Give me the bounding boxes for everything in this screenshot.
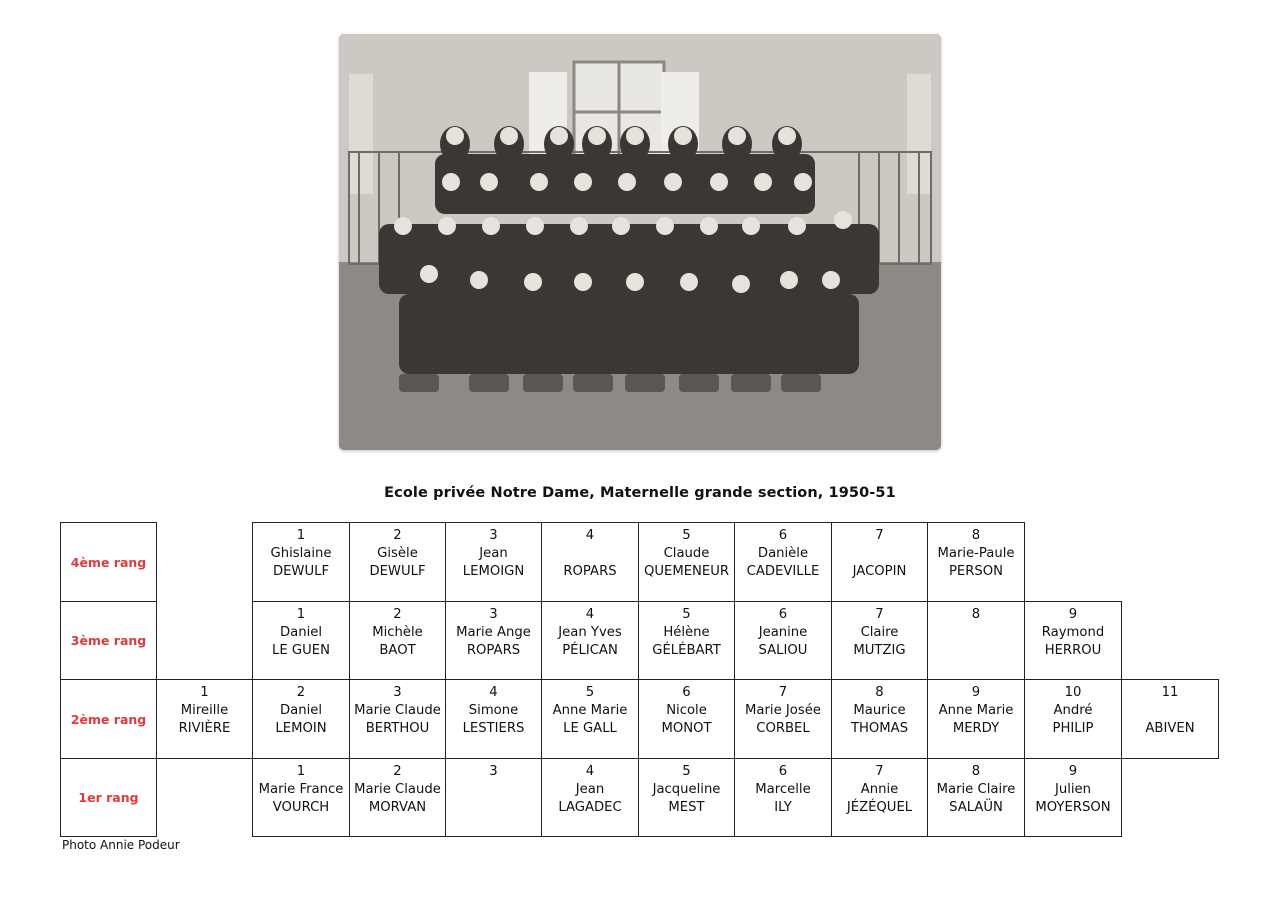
cell-last-name: MORVAN xyxy=(368,800,427,815)
name-cell xyxy=(252,758,350,837)
name-cell xyxy=(927,522,1025,602)
cell-first-name: Daniel xyxy=(279,625,323,640)
cell-last-name: MONOT xyxy=(661,721,712,736)
cell-first-name: Hélène xyxy=(663,625,710,640)
cell-last-name: PHILIP xyxy=(1052,721,1094,736)
cell-number: 2 xyxy=(296,685,306,700)
cell-number: 4 xyxy=(585,764,595,779)
name-cell xyxy=(734,758,832,837)
cell-number: 3 xyxy=(489,764,498,779)
cell-number: 10 xyxy=(1064,685,1082,700)
cell-first-name: Simone xyxy=(468,703,519,718)
row-label: 1er rang xyxy=(60,758,157,837)
cell-last-name: BERTHOU xyxy=(365,721,430,736)
row-label: 3ème rang xyxy=(60,601,157,680)
cell-first-name: Daniel xyxy=(279,703,323,718)
name-cell xyxy=(445,758,542,837)
cell-first-name: Jean xyxy=(479,546,508,561)
cell-first-name: Michèle xyxy=(372,625,423,640)
cell-last-name: LESTIERS xyxy=(462,721,525,736)
cell-first-name: Jeanine xyxy=(758,625,808,640)
name-cell xyxy=(638,601,735,680)
cell-last-name: LAGADEC xyxy=(558,800,622,815)
name-cell xyxy=(541,758,639,837)
cell-first-name: Marie Ange xyxy=(456,625,531,640)
name-cell xyxy=(1024,758,1122,837)
cell-number: 8 xyxy=(971,607,981,622)
name-cell xyxy=(1024,679,1122,759)
cell-last-name: PERSON xyxy=(948,564,1004,579)
cell-first-name: Ghislaine xyxy=(270,546,332,561)
cell-last-name: MERDY xyxy=(952,721,1000,736)
cell-last-name: PÉLICAN xyxy=(562,643,618,658)
cell-first-name: Anne Marie xyxy=(938,703,1014,718)
cell-number: 9 xyxy=(971,685,981,700)
cell-first-name: Marie France xyxy=(258,782,344,797)
name-cell xyxy=(349,522,446,602)
page-title: Ecole privée Notre Dame, Maternelle grande section, 1950-51 xyxy=(384,485,896,501)
name-cell xyxy=(445,522,542,602)
cell-number: 2 xyxy=(393,764,402,779)
cell-first-name: Marie Claire xyxy=(936,782,1016,797)
cell-number: 5 xyxy=(682,607,691,622)
cell-first-name: Jean xyxy=(575,782,605,797)
cell-last-name: VOURCH xyxy=(272,800,330,815)
cell-last-name: BAOT xyxy=(379,643,416,658)
cell-number: 5 xyxy=(585,685,595,700)
cell-number: 2 xyxy=(393,607,402,622)
cell-number: 4 xyxy=(585,607,595,622)
cell-last-name: SALAÜN xyxy=(949,800,1003,815)
cell-last-name: DEWULF xyxy=(369,564,426,579)
cell-last-name: THOMAS xyxy=(850,721,909,736)
cell-first-name: Marie Claude xyxy=(354,782,441,797)
cell-number: 7 xyxy=(875,607,884,622)
cell-first-name: Raymond xyxy=(1041,625,1105,640)
name-cell xyxy=(349,679,446,759)
cell-last-name: RIVIÈRE xyxy=(178,721,231,736)
cell-number: 8 xyxy=(971,528,981,543)
cell-number: 6 xyxy=(682,685,691,700)
cell-first-name: Claude xyxy=(663,546,710,561)
cell-number: 8 xyxy=(875,685,884,700)
cell-last-name: MUTZIG xyxy=(853,643,906,658)
cell-last-name: LE GALL xyxy=(563,721,617,736)
cell-last-name: SALIOU xyxy=(758,643,808,658)
cell-last-name: JACOPIN xyxy=(852,564,907,579)
cell-last-name: MEST xyxy=(668,800,705,815)
name-cell xyxy=(156,679,253,759)
name-cell xyxy=(927,679,1025,759)
cell-first-name: Marie Claude xyxy=(354,703,441,718)
name-cell xyxy=(734,522,832,602)
cell-number: 2 xyxy=(393,528,402,543)
cell-first-name: Julien xyxy=(1054,782,1092,797)
cell-last-name: CORBEL xyxy=(756,721,810,736)
name-cell xyxy=(349,601,446,680)
cell-number: 5 xyxy=(682,764,691,779)
cell-last-name: ILY xyxy=(774,800,792,815)
cell-first-name: Marcelle xyxy=(755,782,811,797)
cell-first-name: Annie xyxy=(860,782,899,797)
cell-number: 8 xyxy=(971,764,981,779)
name-cell xyxy=(734,601,832,680)
cell-number: 4 xyxy=(489,685,498,700)
name-cell xyxy=(252,522,350,602)
cell-last-name: JÉZÉQUEL xyxy=(846,800,913,815)
cell-last-name: HERROU xyxy=(1044,643,1102,658)
name-cell xyxy=(541,601,639,680)
cell-number: 5 xyxy=(682,528,691,543)
cell-last-name: GÉLÉBART xyxy=(652,643,721,658)
cell-number: 7 xyxy=(875,764,884,779)
cell-number: 7 xyxy=(778,685,788,700)
name-cell xyxy=(927,758,1025,837)
name-cell xyxy=(1024,601,1122,680)
name-cell xyxy=(638,522,735,602)
row-label: 2ème rang xyxy=(60,679,157,759)
cell-first-name: André xyxy=(1053,703,1093,718)
cell-last-name: LE GUEN xyxy=(272,643,330,658)
cell-number: 1 xyxy=(200,685,209,700)
cell-first-name: Marie Josée xyxy=(745,703,821,718)
cell-first-name: Danièle xyxy=(757,546,809,561)
photo-credit: Photo Annie Podeur xyxy=(62,838,180,852)
row-label: 4ème rang xyxy=(60,522,157,602)
cell-number: 3 xyxy=(489,607,498,622)
cell-first-name: Gisèle xyxy=(377,546,418,561)
name-cell xyxy=(252,601,350,680)
name-cell xyxy=(445,679,542,759)
cell-number: 1 xyxy=(296,764,306,779)
cell-number: 6 xyxy=(778,528,788,543)
name-cell xyxy=(831,679,928,759)
cell-first-name: Maurice xyxy=(853,703,906,718)
name-cell xyxy=(831,601,928,680)
name-cell xyxy=(638,758,735,837)
cell-first-name: Jean Yves xyxy=(558,625,622,640)
cell-number: 3 xyxy=(489,528,498,543)
name-cell xyxy=(541,522,639,602)
cell-last-name: DEWULF xyxy=(272,564,330,579)
name-cell xyxy=(638,679,735,759)
cell-number: 6 xyxy=(778,607,788,622)
cell-number: 9 xyxy=(1068,607,1078,622)
cell-last-name: ROPARS xyxy=(466,643,521,658)
name-cell xyxy=(831,522,928,602)
cell-last-name: LEMOIN xyxy=(275,721,327,736)
cell-last-name: CADEVILLE xyxy=(746,564,820,579)
cell-number: 4 xyxy=(585,528,595,543)
cell-last-name: QUEMENEUR xyxy=(643,564,730,579)
cell-first-name: Anne Marie xyxy=(552,703,628,718)
cell-number: 11 xyxy=(1161,685,1179,700)
name-cell xyxy=(349,758,446,837)
cell-last-name: LEMOIGN xyxy=(462,564,525,579)
name-cell xyxy=(252,679,350,759)
cell-number: 9 xyxy=(1068,764,1078,779)
cell-number: 3 xyxy=(393,685,402,700)
cell-last-name: ROPARS xyxy=(563,564,617,579)
name-cell xyxy=(734,679,832,759)
name-cell xyxy=(831,758,928,837)
cell-number: 6 xyxy=(778,764,788,779)
name-cell xyxy=(927,601,1025,680)
cell-number: 1 xyxy=(296,528,306,543)
name-cell xyxy=(541,679,639,759)
class-photo-illustration xyxy=(339,34,941,450)
class-photo xyxy=(339,34,941,450)
cell-last-name: MOYERSON xyxy=(1035,800,1111,815)
name-cell xyxy=(445,601,542,680)
cell-last-name: ABIVEN xyxy=(1145,721,1195,736)
cell-first-name: Mireille xyxy=(180,703,229,718)
cell-first-name: Nicole xyxy=(666,703,707,718)
cell-first-name: Jacqueline xyxy=(652,782,721,797)
name-cell xyxy=(1121,679,1219,759)
cell-number: 1 xyxy=(296,607,306,622)
cell-number: 7 xyxy=(875,528,884,543)
cell-first-name: Marie-Paule xyxy=(937,546,1015,561)
cell-first-name: Claire xyxy=(860,625,899,640)
